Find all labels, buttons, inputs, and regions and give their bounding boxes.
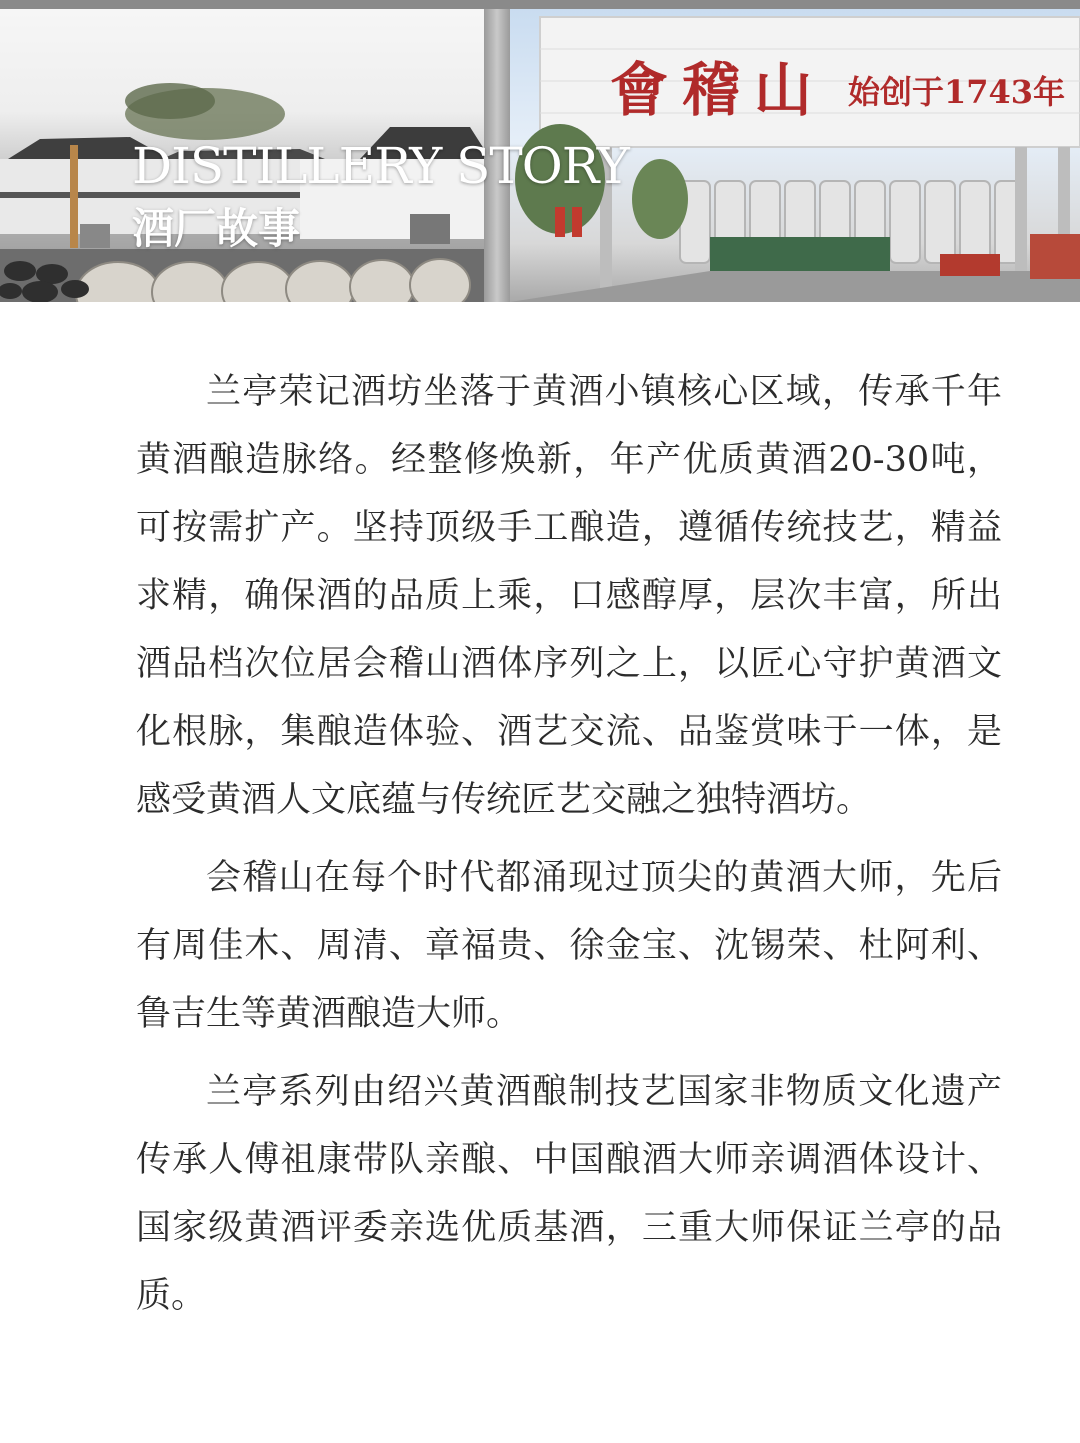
header-banner xyxy=(0,0,1080,302)
story-paragraph-2: 会稽山在每个时代都涌现过顶尖的黄酒大师，先后有周佳木、周清、章福贵、徐金宝、沈锡荣、杜阿利、鲁吉生等黄酒酿造大师。 xyxy=(136,858,1002,1034)
story-paragraph-1: 兰亭荣记酒坊坐落于黄酒小镇核心区域，传承千年黄酒酿造脉络。经整修焕新，年产优质黄酒20-30吨，可按需扩产。坚持顶级手工酿造，遵循传统技艺，精益求精，确保酒的品质上乘，口感醇厚，层次丰富，所出酒品档次位居会稽山酒体序列之上，以匠心守护黄酒文化根脉，集酿造体验、酒艺交流、品鉴赏味于一体，是感受黄酒人文底蕴与传统匠艺交融之独特酒坊。 xyxy=(136,372,1002,820)
title-chinese: 酒厂故事 xyxy=(132,204,301,253)
story-article xyxy=(136,358,1002,1340)
title-english: DISTILLERY STORY xyxy=(132,137,629,195)
story-paragraph-3: 兰亭系列由绍兴黄酒酿制技艺国家非物质文化遗产传承人傅祖康带队亲酿、中国酿酒大师亲调酒体设计、国家级黄酒评委亲选优质基酒，三重大师保证兰亭的品质。 xyxy=(136,1072,1002,1316)
title-accent-bar xyxy=(70,145,78,248)
gate-sign-brand: 會稽山 xyxy=(610,56,827,124)
gate-sign-slogan: 始创于1743年 xyxy=(848,73,1066,111)
